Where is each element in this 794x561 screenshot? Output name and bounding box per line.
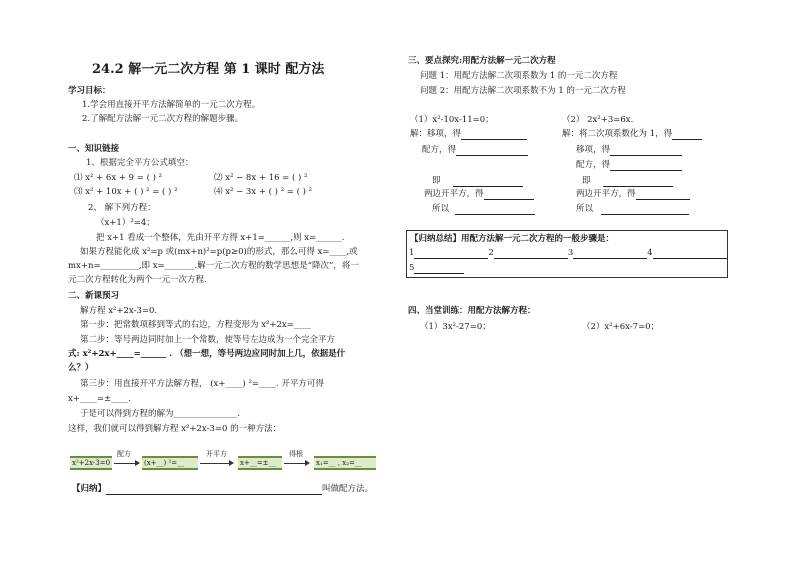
blank [414,249,488,259]
objective-item: 2.了解配方法解一元二次方程的解题步骤。 [82,114,244,124]
page-title: 24.2 解一元二次方程 第 1 课时 配方法 [92,62,325,77]
fill-c: ⑶ x² + 10x + ( ) ² = ( ) ² [74,187,178,197]
equation: （x+1）²=4； [96,218,155,228]
blank [672,130,702,140]
step-label: 所以 [576,204,594,214]
flow-box-result: x₁=__ , x₂=__ [314,456,376,470]
step-line [422,145,528,156]
step-label: 解：移项，得 [410,129,462,139]
step-line [424,189,534,200]
text-line: 把 x+1 看成一个整体，先由开平方得 x+1=______,则 x=______. [96,233,345,243]
exercise-2: （2） 2x²+3=6x. [562,115,634,125]
blank [653,249,727,259]
step-label: 两边开平方，得 [424,189,484,199]
section4-heading: 四、当堂训练：用配方法解方程： [408,306,536,316]
blank [455,205,535,215]
text-line: mx+n=_________,即 x=_______.解一元二次方程的数学思想是“降次”，将一 [68,261,359,271]
blank [601,205,689,215]
step-label: 移项，得 [576,145,611,155]
step-number: 5 [409,263,415,273]
step-2: 么？） [68,363,94,373]
summary-box-title: 【归纳总结】用配方法解一元二次方程的一般步骤是： [410,234,615,244]
step-line [432,176,523,187]
step-line [582,176,673,187]
step-1: 第一步：把常数项移到等式的右边，方程变形为 x²+2x=____ [80,320,311,330]
fill-a: ⑴ x² + 6x + 9 = ( ) ² [74,173,163,183]
flow-arrow [114,463,138,464]
step-line [410,129,527,140]
guina-label: 【归纳】 [72,484,107,494]
blank [461,130,527,140]
practice-1: （1）3x²-27=0； [420,322,491,332]
step-label: 解：将二次项系数化为 1，得 [562,129,673,139]
step-line [576,160,682,171]
fill-b: ⑵ x² − 8x + 16 = ( ) ² [214,173,308,183]
flow-label: 开平方 [206,450,227,458]
step-2: 式: x²+2x+____=______ . （想一想，等号两边应同时加上几，依据是什 [68,349,346,359]
flow-arrow [200,463,232,464]
step-number: 2 [488,248,494,258]
practice-2: （2）x²+6x-7=0； [582,322,660,332]
question-1: 1、根据完全平方公式填空： [86,158,194,168]
section3-heading: 三、要点探究:用配方法解一元二次方程 [408,56,556,66]
blank [636,190,690,200]
step-line [576,189,690,200]
exercise-1: （1）x²-10x-11=0； [410,115,494,125]
solution-line: 于是可以得到方程的解为_______________. [80,409,240,419]
blank [610,146,682,156]
step-label: 即 [582,176,591,186]
step-line [576,204,689,215]
section1-heading: 一、知识链接 [68,144,120,154]
step-line [576,145,682,156]
fill-d: ⑷ x² − 3x + ( ) ² = ( ) ² [214,187,313,197]
step-label: 所以 [432,204,450,214]
step-2: 第二步：等号两边同时加上一个常数，使等号左边成为一个完全平方 [80,335,336,345]
step-3: 第三步：用直接开平方法解方程， (x+____) ²=____. 开平方可得 [80,379,324,389]
step-label: 即 [432,176,441,186]
summary-line: 这样，我们就可以得到解方程 x²+2x-3=0 的一种方法： [68,424,282,434]
flow-box-square: (x+__) ²=__ [142,456,198,470]
step-line [562,129,702,140]
step-number: 1 [409,248,415,258]
guina-line [72,484,373,495]
step-label: 配方，得 [576,160,611,170]
text-line: 如果方程能化成 x²=p 或(mx+n)²=p(p≥0)的形式，那么可得 x=____,或 [80,247,358,257]
blank [610,161,682,171]
blank [414,264,464,274]
blank [456,146,528,156]
blank [573,249,647,259]
step-3: x+____=±____. [68,394,131,404]
step-label: 配方，得 [422,145,457,155]
blank [603,177,673,187]
text-line: 解方程 x²+2x-3=0. [80,306,158,316]
step-label: 两边开平方，得 [576,189,636,199]
step-number: 3 [567,248,574,258]
problem-2: 问题 2：用配方法解二次项系数不为 1 的一元二次方程 [420,86,626,96]
flow-box-root: x+__=±__ [238,456,282,470]
summary-steps [409,263,464,274]
section2-heading: 二、新课预习 [68,291,120,301]
summary-steps [409,248,727,259]
step-line [432,204,535,215]
blank [453,177,523,187]
problem-1: 问题 1：用配方法解二次项系数为 1 的一元二次方程 [420,71,618,81]
objective-item: 1.学会用直接开平方法解简单的一元二次方程。 [82,100,261,110]
text-line: 元二次方程转化为两个一元一次方程. [68,275,207,285]
question-2: 2、 解下列方程： [88,203,156,213]
blank [494,249,568,259]
flow-arrow [284,463,308,464]
blank [484,190,534,200]
guina-tail: 叫做配方法。 [322,484,374,494]
step-number: 4 [647,248,653,258]
objectives-heading: 学习目标： [68,86,111,96]
flow-label: 得根 [289,450,303,458]
flow-box-equation: x²+2x-3=0 [70,456,112,470]
blank [106,485,322,495]
flow-label: 配方 [117,450,131,458]
